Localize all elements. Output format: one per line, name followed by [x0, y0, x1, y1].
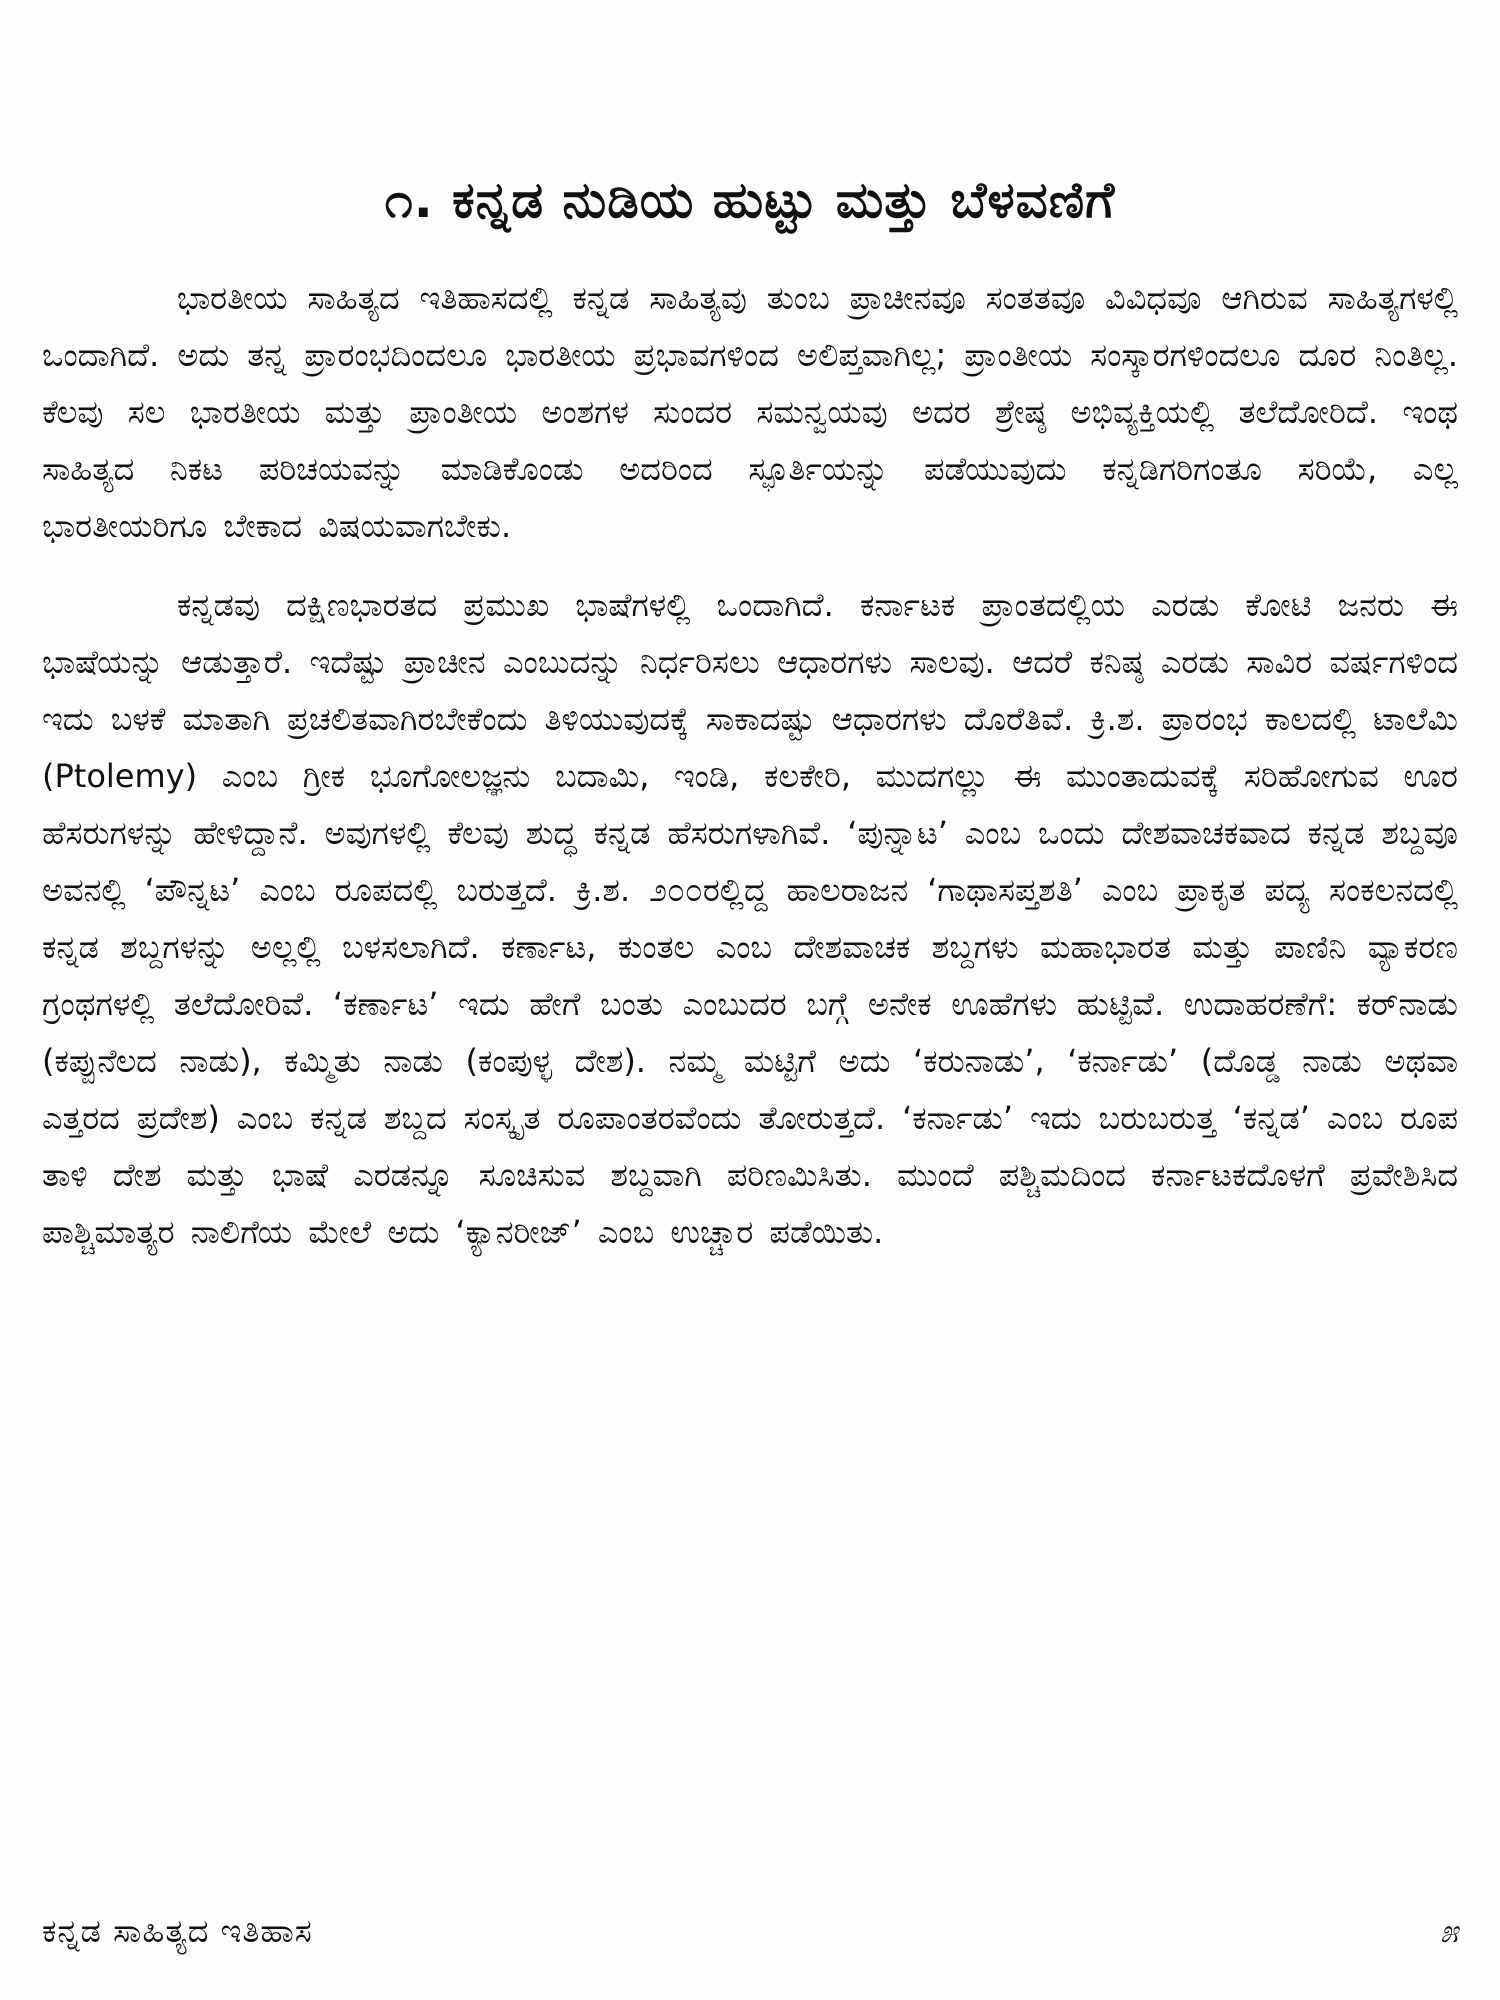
paragraph-intro: ಭಾರತೀಯ ಸಾಹಿತ್ಯದ ಇತಿಹಾಸದಲ್ಲಿ ಕನ್ನಡ ಸಾಹಿತ್ಯವು ತುಂಬ ಪ್ರಾಚೀನವೂ ಸಂತತವೂ ವಿವಿಧವೂ ಆಗಿರುವ ಸಾಹಿತ್ಯಗಳಲ್ಲಿ ಒಂದಾಗಿದೆ. ಅದು ತನ್ನ ಪ್ರಾರಂಭದಿಂದಲೂ ಭಾರತೀಯ ಪ್ರಭಾವಗಳಿಂದ ಅಲಿಪ್ತವಾಗಿಲ್ಲ; ಪ್ರಾಂತೀಯ ಸಂಸ್ಕಾರಗಳಿಂದಲೂ ದೂರ ನಿಂತಿಲ್ಲ. ಕೆಲವು ಸಲ ಭಾರತೀಯ ಮತ್ತು ಪ್ರಾಂತೀಯ ಅಂಶಗಳ ಸುಂದರ ಸಮನ್ವಯವು ಅದರ ಶ್ರೇಷ್ಠ ಅಭಿವ್ಯಕ್ತಿಯಲ್ಲಿ ತಲೆದೋರಿದೆ. ಇಂಥ ಸಾಹಿತ್ಯದ ನಿಕಟ ಪರಿಚಯವನ್ನು ಮಾಡಿಕೊಂಡು ಅದರಿಂದ ಸ್ಫೂರ್ತಿಯನ್ನು ಪಡೆಯುವುದು ಕನ್ನಡಿಗರಿಗಂತೂ ಸರಿಯೆ, ಎಲ್ಲ ಭಾರತೀಯರಿಗೂ ಬೇಕಾದ ವಿಷಯವಾಗಬೇಕು.: [42, 279, 1458, 545]
page-footer: [42, 1906, 1458, 1956]
footer-book-title: ಕನ್ನಡ ಸಾಹಿತ್ಯದ ಇತಿಹಾಸ: [42, 1912, 313, 1950]
page-number: ೫: [1440, 1912, 1458, 1950]
paragraph-origin: ಕನ್ನಡವು ದಕ್ಷಿಣಭಾರತದ ಪ್ರಮುಖ ಭಾಷೆಗಳಲ್ಲಿ ಒಂದಾಗಿದೆ. ಕರ್ನಾಟಕ ಪ್ರಾಂತದಲ್ಲಿಯ ಎರಡು ಕೋಟಿ ಜನರು ಈ ಭಾಷೆಯನ್ನು ಆಡುತ್ತಾರೆ. ಇದೆಷ್ಟು ಪ್ರಾಚೀನ ಎಂಬುದನ್ನು ನಿರ್ಧರಿಸಲು ಆಧಾರಗಳು ಸಾಲವು. ಆದರೆ ಕನಿಷ್ಠ ಎರಡು ಸಾವಿರ ವರ್ಷಗಳಿಂದ ಇದು ಬಳಕೆ ಮಾತಾಗಿ ಪ್ರಚಲಿತವಾಗಿರಬೇಕೆಂದು ತಿಳಿಯುವುದಕ್ಕೆ ಸಾಕಾದಷ್ಟು ಆಧಾರಗಳು ದೊರೆತಿವೆ. ಕ್ರಿ.ಶ. ಪ್ರಾರಂಭ ಕಾಲದಲ್ಲಿ ಟಾಲೆಮಿ (Ptolemy) ಎಂಬ ಗ್ರೀಕ ಭೂಗೋಲಜ್ಞನು ಬದಾಮಿ, ಇಂಡಿ, ಕಲಕೇರಿ, ಮುದಗಲ್ಲು ಈ ಮುಂತಾದುವಕ್ಕೆ ಸರಿಹೋಗುವ ಊರ ಹೆಸರುಗಳನ್ನು ಹೇಳಿದ್ದಾನೆ. ಅವುಗಳಲ್ಲಿ ಕೆಲವು ಶುದ್ಧ ಕನ್ನಡ ಹೆಸರುಗಳಾಗಿವೆ. ‘ಪುನ್ನಾಟ’ ಎಂಬ ಒಂದು ದೇಶವಾಚಕವಾದ ಕನ್ನಡ ಶಬ್ದವೂ ಅವನಲ್ಲಿ ‘ಪೌನ್ನಟ’ ಎಂಬ ರೂಪದಲ್ಲಿ ಬರುತ್ತದೆ. ಕ್ರಿ.ಶ. ೨೦೦ರಲ್ಲಿದ್ದ ಹಾಲರಾಜನ ‘ಗಾಥಾಸಪ್ತಶತಿ’ ಎಂಬ ಪ್ರಾಕೃತ ಪದ್ಯ ಸಂಕಲನದಲ್ಲಿ ಕನ್ನಡ ಶಬ್ದಗಳನ್ನು ಅಲ್ಲಲ್ಲಿ ಬಳಸಲಾಗಿದೆ. ಕರ್ಣಾಟ, ಕುಂತಲ ಎಂಬ ದೇಶವಾಚಕ ಶಬ್ದಗಳು ಮಹಾಭಾರತ ಮತ್ತು ಪಾಣಿನಿ ವ್ಯಾಕರಣ ಗ್ರಂಥಗಳಲ್ಲಿ ತಲೆದೋರಿವೆ. ‘ಕರ್ಣಾಟ’ ಇದು ಹೇಗೆ ಬಂತು ಎಂಬುದರ ಬಗ್ಗೆ ಅನೇಕ ಊಹೆಗಳು ಹುಟ್ಟಿವೆ. ಉದಾಹರಣೆಗೆ: ಕರ್‌ನಾಡು (ಕಪ್ಪುನೆಲದ ನಾಡು), ಕಮ್ಮಿತು ನಾಡು (ಕಂಪುಳ್ಳ ದೇಶ). ನಮ್ಮ ಮಟ್ಟಿಗೆ ಅದು ‘ಕರುನಾಡು’, ‘ಕರ್ನಾಡು’ (ದೊಡ್ಡ ನಾಡು ಅಥವಾ ಎತ್ತರದ ಪ್ರದೇಶ) ಎಂಬ ಕನ್ನಡ ಶಬ್ದದ ಸಂಸ್ಕೃತ ರೂಪಾಂತರವೆಂದು ತೋರುತ್ತದೆ. ‘ಕರ್ನಾಡು’ ಇದು ಬರುಬರುತ್ತ ‘ಕನ್ನಡ’ ಎಂಬ ರೂಪ ತಾಳಿ ದೇಶ ಮತ್ತು ಭಾಷೆ ಎರಡನ್ನೂ ಸೂಚಿಸುವ ಶಬ್ದವಾಗಿ ಪರಿಣಮಿಸಿತು. ಮುಂದೆ ಪಶ್ಚಿಮದಿಂದ ಕರ್ನಾಟಕದೊಳಗೆ ಪ್ರವೇಶಿಸಿದ ಪಾಶ್ಚಿಮಾತ್ಯರ ನಾಲಿಗೆಯ ಮೇಲೆ ಅದು ‘ಕ್ಯಾನರೀಜ್’ ಎಂಬ ಉಚ್ಚಾರ ಪಡೆಯಿತು.: [42, 586, 1458, 1251]
chapter-title: ೧. ಕನ್ನಡ ನುಡಿಯ ಹುಟ್ಟು ಮತ್ತು ಬೆಳವಣಿಗೆ: [384, 171, 1116, 229]
chapter-body: [42, 270, 1458, 1261]
